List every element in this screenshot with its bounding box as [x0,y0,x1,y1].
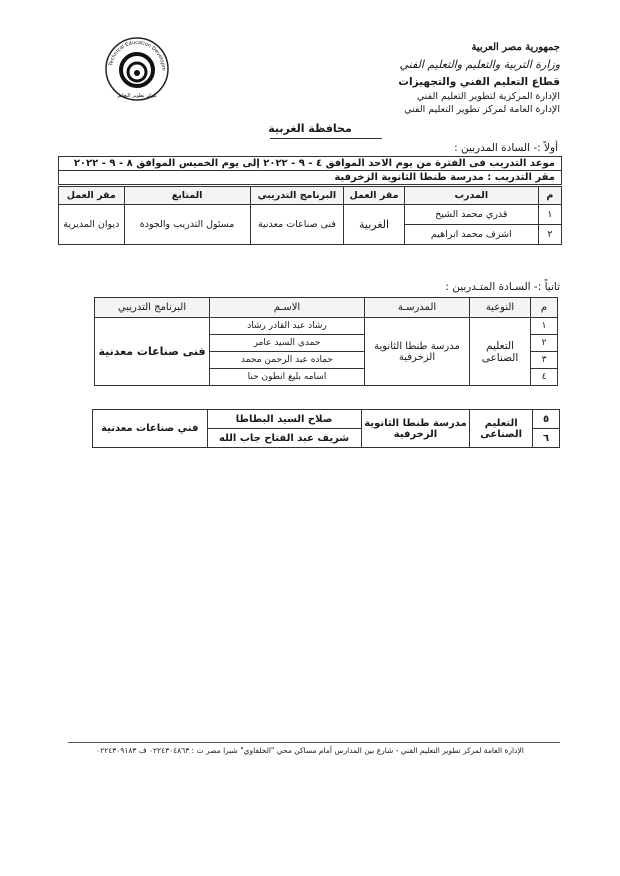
trainers-table [58,156,562,245]
col-school: المدرسـة [365,298,470,318]
row-num: ٢ [531,335,558,352]
col-type: النوعية [470,298,531,318]
table-row [95,318,558,335]
trainee-program: فنى صناعات معدنية [95,318,210,386]
footer-address: الإدارة العامة لمركز تطوير التعليم الفني - شارع بين المدارس أمام مساكن محي "الخلفاوي" شبرا مصر ت : ٠٢٢٤٣٠٤٨٦٣ ف ٠٢٢٤٣٠٩١٨٣ [96,746,524,755]
logo-emblem-icon [104,36,170,102]
col-num: م [538,186,561,205]
header-republic: جمهورية مصر العربية [471,42,560,53]
col-name: الاسـم [210,298,365,318]
page-title: محافظة الغربية [268,122,352,135]
col-trainer: المدرب [404,186,538,205]
row-num: ٦ [533,429,560,448]
trainees-table-extra [92,409,560,448]
section2-heading: ثانياً :- السـادة المتـدربين : [445,281,560,293]
row-num: ١ [531,318,558,335]
col-program: البرنامج التدريبي [95,298,210,318]
table-row [93,410,560,429]
schedule-text: موعد التدريب فى الفترة من يوم الاحد الموافق ٤ - ٩ - ٢٠٢٢ إلى يوم الخميس الموافق ٨ - ٩ - ٢٠٢٢ [59,157,562,171]
logo-text-ar: مركز تطوير التعليم [117,93,157,99]
trainee-school: مدرسة طنطا الثانوية الزخرفية [365,318,470,386]
col-follower-place: مقر العمل [59,186,125,205]
row-num: ٤ [531,369,558,386]
row-num: ١ [538,205,561,225]
header-general-admin: الإدارة العامة لمركز تطوير التعليم الفني [404,104,560,115]
logo-text-en: Technical Education Developm [108,39,167,71]
program: فنى صناعات معدنية [250,205,344,245]
trainee-name: رشاد عبد القادر رشاد [210,318,365,335]
header-sector: قطاع التعليم الفني والتجهيزات [398,76,560,88]
footer-rule [68,742,560,743]
follower: مسئول التدريب والجودة [124,205,250,245]
section1-heading: أولاً :- السادة المدربين : [454,142,558,154]
table-row [59,205,562,225]
trainee-school: مدرسة طنطا الثانوية الزخرفية [361,410,470,448]
follower-place: ديوان المديرية [59,205,125,245]
logo [104,36,170,102]
trainee-name: اسامه بليغ انطون حنا [210,369,365,386]
col-follower: المتابع [124,186,250,205]
trainee-name: شريف عبد الفتاح جاب الله [207,429,361,448]
trainee-program: فني صناعات معدنية [93,410,208,448]
trainer-name: قدري محمد الشيخ [404,205,538,225]
trainee-name: صلاح السيد البطاطا [207,410,361,429]
header-central-admin: الإدارة المركزية لتطوير التعليم الفني [416,91,560,102]
trainees-table [94,297,558,386]
trainee-type: التعليم الصناعى [470,410,533,448]
col-workplace: مقر العمل [344,186,404,205]
title-underline [270,138,382,139]
col-program: البرنامج التدريبي [250,186,344,205]
header-ministry: وزارة التربية والتعليم والتعليم الفني [399,58,560,71]
row-num: ٢ [538,225,561,245]
venue-text: مقر التدريب : مدرسة طنطا الثانوية الزخرفية [59,171,562,186]
row-num: ٥ [533,410,560,429]
col-num: م [531,298,558,318]
work-place: الغربية [344,205,404,245]
trainee-type: التعليم الصناعى [470,318,531,386]
trainee-name: حماده عبد الرحمن محمد [210,352,365,369]
trainer-name: اشرف محمد ابراهيم [404,225,538,245]
trainee-name: حمدي السيد عامر [210,335,365,352]
row-num: ٣ [531,352,558,369]
